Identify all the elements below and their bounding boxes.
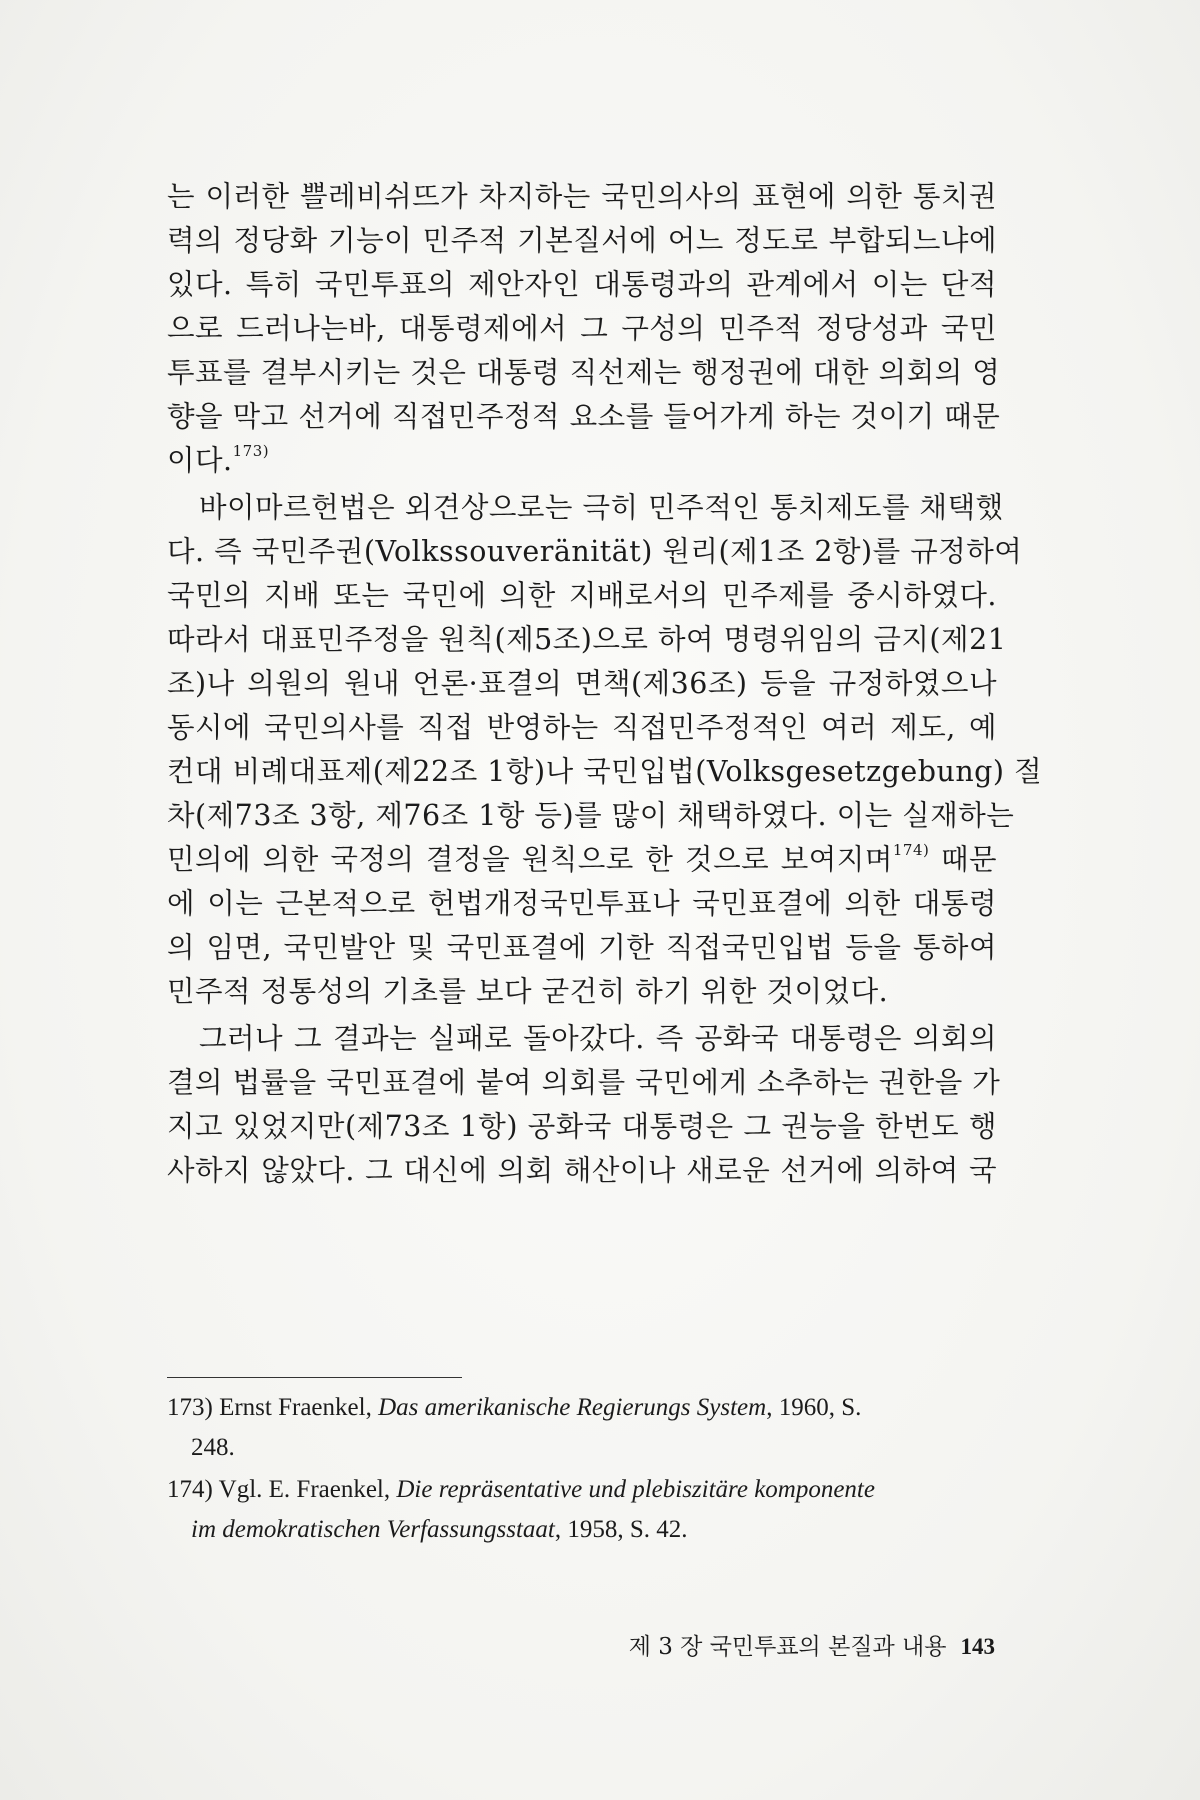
footnote-title: im demokratischen Verfassungsstaat xyxy=(191,1516,555,1543)
text-line: 컨대 비례대표제(제22조 1항)나 국민입법(Volksgesetzgebung) 절 xyxy=(167,755,1043,788)
text-line: 으로 드러나는바, 대통령제에서 그 구성의 민주적 정당성과 국민 xyxy=(167,312,997,345)
text-line: 투표를 결부시키는 것은 대통령 직선제는 행정권에 대한 의회의 영 xyxy=(167,356,1001,389)
text-line: 결의 법률을 국민표결에 붙여 의회를 국민에게 소추하는 권한을 가 xyxy=(167,1066,1001,1099)
page-footer xyxy=(629,1632,995,1662)
chapter-title: 제 3 장 국민투표의 본질과 내용 xyxy=(628,1634,947,1660)
page-number: 143 xyxy=(960,1634,995,1659)
text-line: 의 임면, 국민발안 및 국민표결에 기한 직접국민입법 등을 통하여 xyxy=(167,931,997,964)
footnote-ref-174: 174) xyxy=(892,840,930,859)
text-line xyxy=(167,838,997,882)
footnote-ref-173: 173) xyxy=(232,441,270,460)
text-line: 국민의 지배 또는 국민에 의한 지배로서의 민주제를 중시하였다. xyxy=(167,579,997,612)
footnote-rest: , 1960, S. xyxy=(766,1394,862,1421)
footnote-divider xyxy=(167,1377,462,1378)
footnote-marker: 174) xyxy=(167,1476,213,1503)
footnote-174 xyxy=(167,1470,875,1510)
text-line: 따라서 대표민주정을 원칙(제5조)으로 하여 명령위임의 금지(제21 xyxy=(167,623,1007,656)
text-line: 다. 즉 국민주권(Volkssouveränität) 원리(제1조 2항)를 규정하여 xyxy=(167,535,1023,568)
text-line xyxy=(167,439,997,483)
footnote-title: Das amerikanische Regierungs System xyxy=(378,1394,767,1421)
text-line: 바이마르헌법은 외견상으로는 극히 민주적인 통치제도를 채택했 xyxy=(199,491,1004,524)
footnote-title: Die repräsentative und plebiszitäre komponente xyxy=(396,1476,875,1503)
text-line: 그러나 그 결과는 실패로 돌아갔다. 즉 공화국 대통령은 의회의 xyxy=(199,1022,997,1055)
text-line: 에 이는 근본적으로 헌법개정국민투표나 국민표결에 의한 대통령 xyxy=(167,887,997,920)
text-line: 향을 막고 선거에 직접민주정적 요소를 들어가게 하는 것이기 때문 xyxy=(167,400,1001,433)
text-line: 민주적 정통성의 기초를 보다 굳건히 하기 위한 것이었다. xyxy=(167,975,889,1008)
text-line: 력의 정당화 기능이 민주적 기본질서에 어느 정도로 부합되느냐에 xyxy=(167,224,997,257)
text-fragment: 이다. xyxy=(167,444,233,477)
footnote-author: Vgl. E. Fraenkel, xyxy=(218,1476,391,1503)
footnote-author: Ernst Fraenkel, xyxy=(219,1394,372,1421)
text-fragment: 때문 xyxy=(940,843,997,876)
text-line: 차(제73조 3항, 제76조 1항 등)를 많이 채택하였다. 이는 실재하는 xyxy=(167,799,1015,832)
text-fragment: 민의에 의한 국정의 결정을 원칙으로 한 것으로 보여지며 xyxy=(167,843,893,876)
text-line: 있다. 특히 국민투표의 제안자인 대통령과의 관계에서 이는 단적 xyxy=(167,268,997,301)
text-line: 동시에 국민의사를 직접 반영하는 직접민주정적인 여러 제도, 예 xyxy=(167,711,997,744)
footnote-174-continuation xyxy=(191,1510,688,1550)
footnote-173 xyxy=(167,1388,861,1428)
text-line: 는 이러한 쁠레비쉬뜨가 차지하는 국민의사의 표현에 의한 통치권 xyxy=(167,180,997,213)
footnote-rest: , 1958, S. 42. xyxy=(554,1516,688,1543)
text-line: 지고 있었지만(제73조 1항) 공화국 대통령은 그 권능을 한번도 행 xyxy=(167,1110,997,1143)
text-line: 사하지 않았다. 그 대신에 의회 해산이나 새로운 선거에 의하여 국 xyxy=(167,1154,997,1187)
footnote-marker: 173) xyxy=(167,1394,213,1421)
text-line: 조)나 의원의 원내 언론·표결의 면책(제36조) 등을 규정하였으나 xyxy=(167,667,997,700)
footnote-173-continuation: 248. xyxy=(191,1434,235,1461)
